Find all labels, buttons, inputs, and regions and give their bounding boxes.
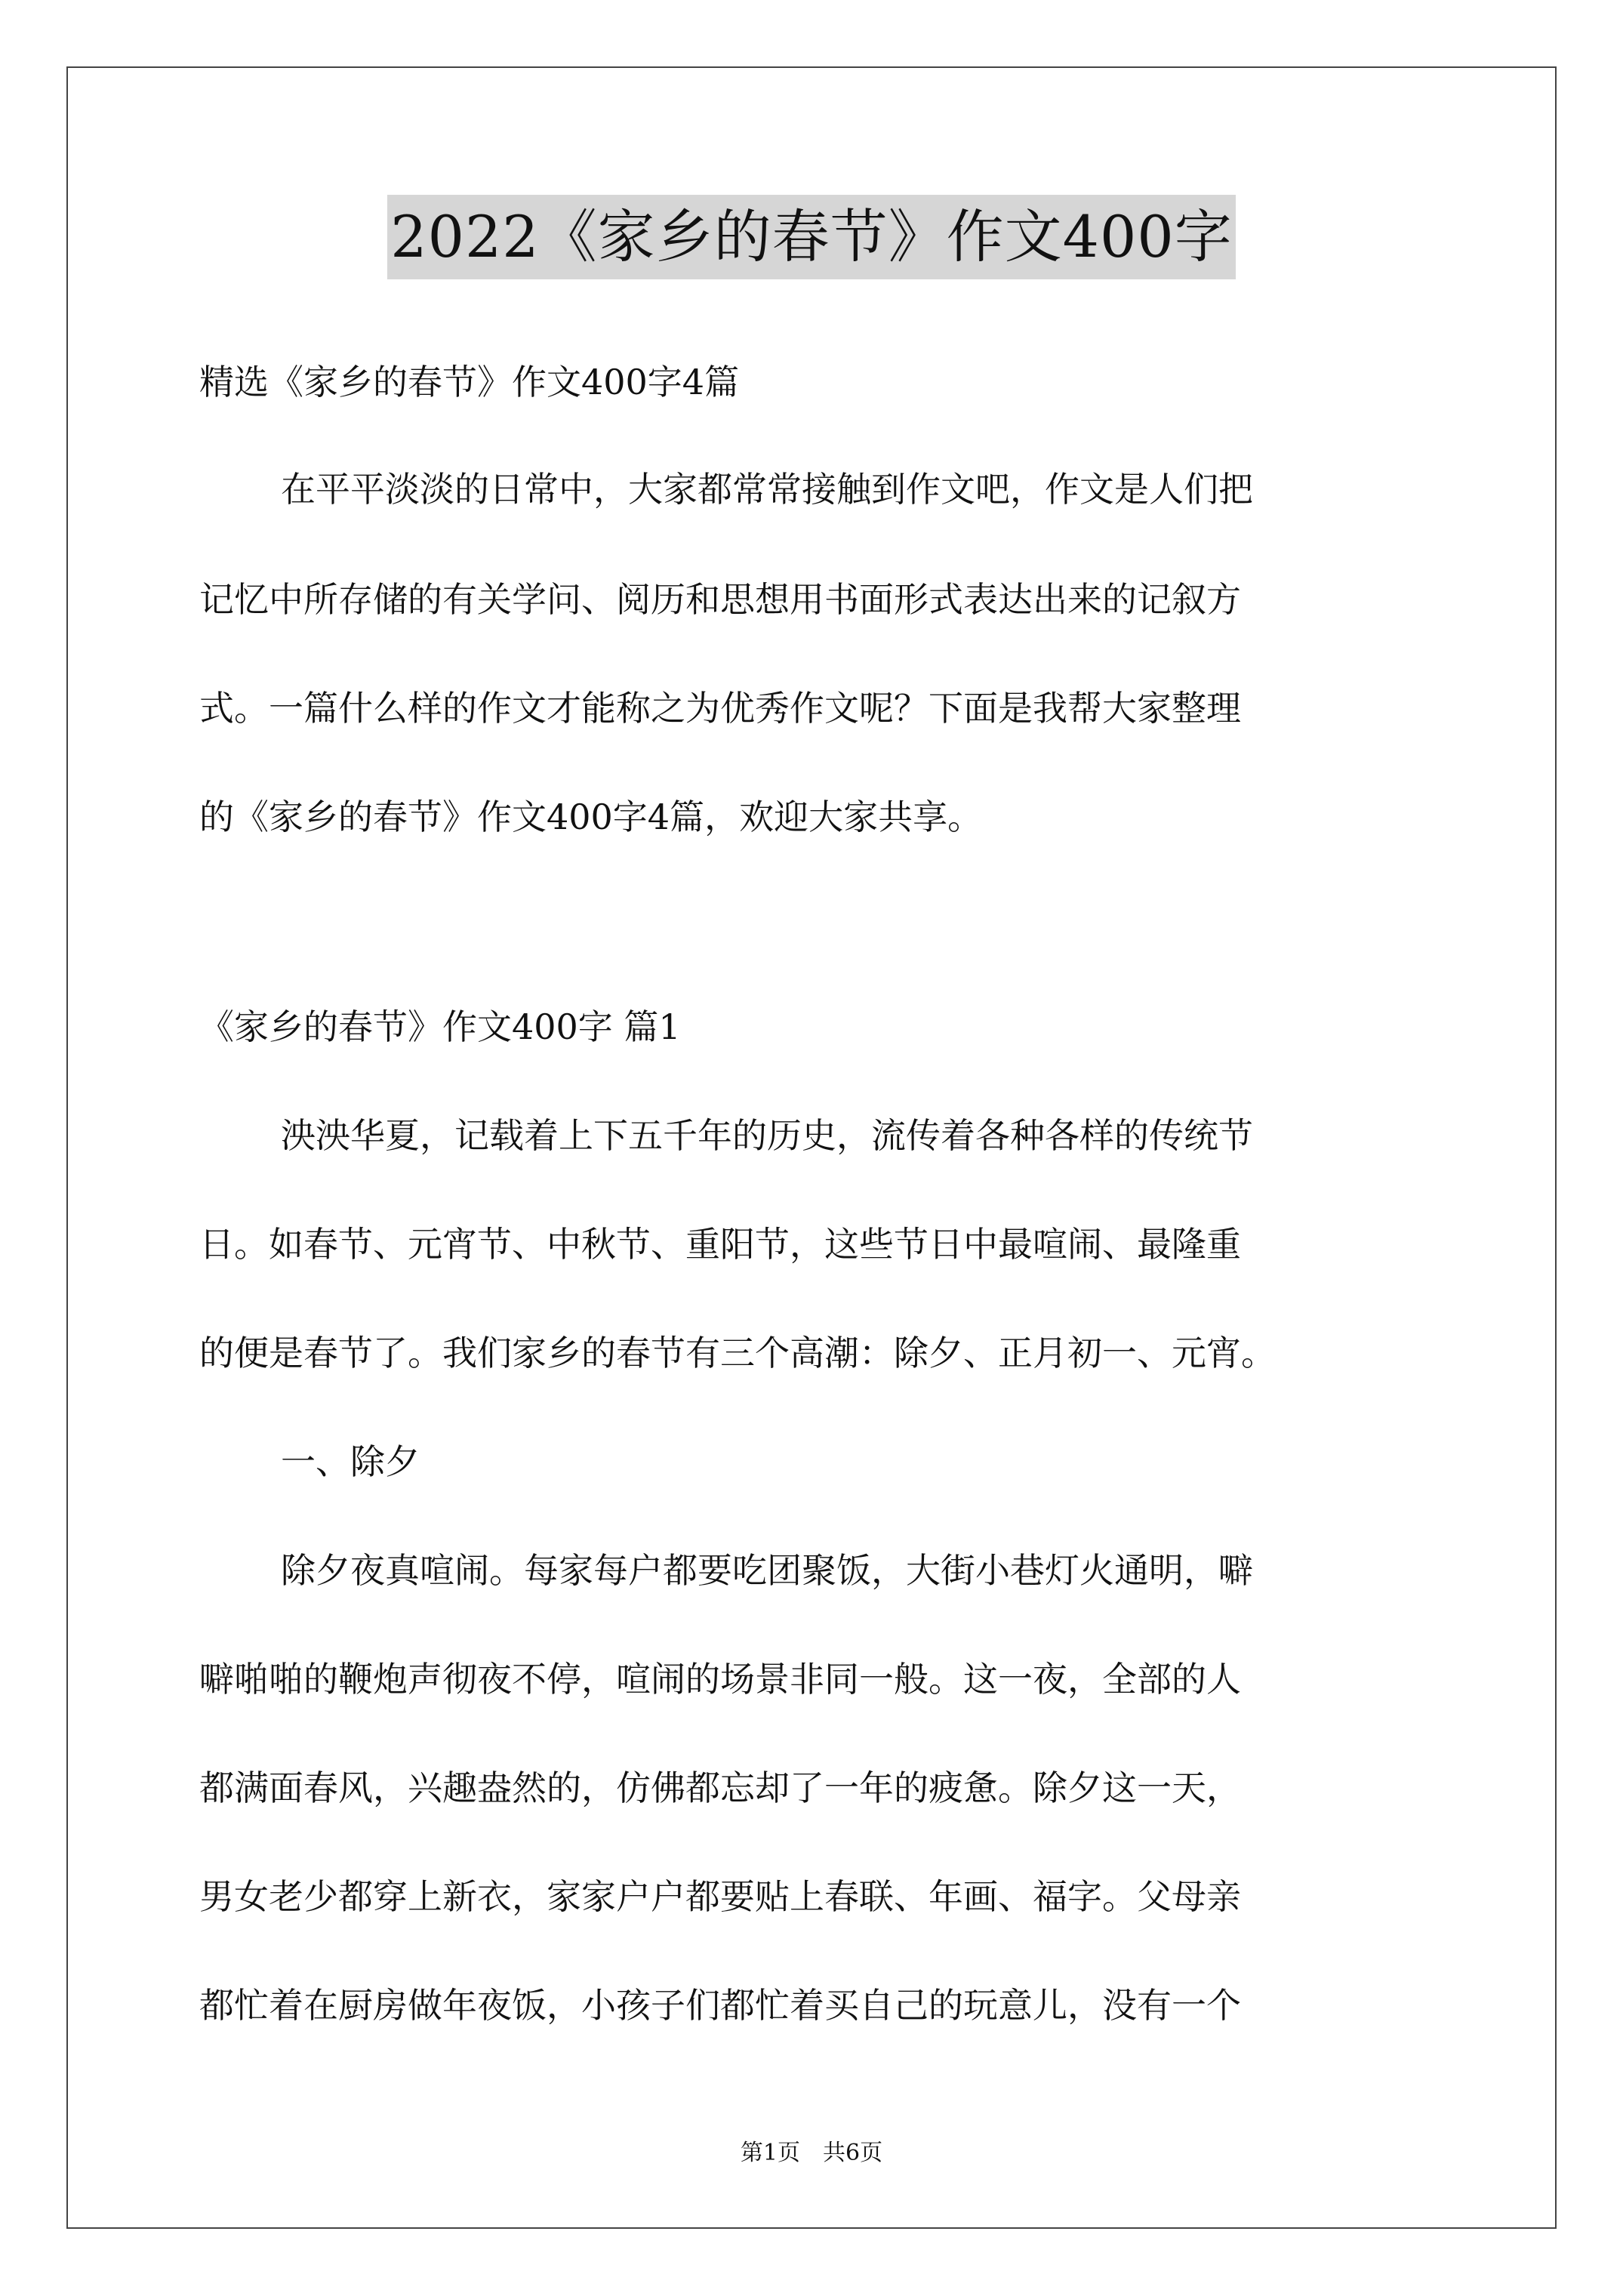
paragraph-line: 泱泱华夏，记载着上下五千年的历史，流传着各种各样的传统节 (281, 1115, 1253, 1156)
paragraph-line: 除夕夜真喧闹。每家每户都要吃团聚饭，大街小巷灯火通明，噼 (281, 1550, 1253, 1591)
paragraph-line: 噼啪啪的鞭炮声彻夜不停，喧闹的场景非同一般。这一夜，全部的人 (199, 1659, 1241, 1700)
document-title: 2022《家乡的春节》作文400字 (387, 195, 1235, 279)
title-container (0, 195, 1623, 279)
intro-line: 式。一篇什么样的作文才能称之为优秀作文呢？下面是我帮大家整理 (199, 688, 1241, 729)
paragraph-line: 都满面春风，兴趣盎然的，仿佛都忘却了一年的疲惫。除夕这一天， (199, 1767, 1241, 1808)
page-number: 第1页 共6页 (740, 2140, 883, 2166)
subheading: 一、除夕 (281, 1441, 420, 1482)
paragraph-line: 日。如春节、元宵节、中秋节、重阳节，这些节日中最喧闹、最隆重 (199, 1224, 1241, 1265)
intro-line: 记忆中所存储的有关学问、阅历和思想用书面形式表达出来的记叙方 (199, 579, 1241, 620)
intro-line: 的《家乡的春节》作文400字4篇，欢迎大家共享。 (199, 797, 983, 837)
intro-heading: 精选《家乡的春节》作文400字4篇 (199, 362, 740, 402)
paragraph-line: 都忙着在厨房做年夜饭，小孩子们都忙着买自己的玩意儿，没有一个 (199, 1985, 1241, 2026)
intro-line: 在平平淡淡的日常中，大家都常常接触到作文吧，作文是人们把 (281, 469, 1253, 510)
paragraph-line: 的便是春节了。我们家乡的春节有三个高潮：除夕、正月初一、元宵。 (199, 1333, 1276, 1373)
section-heading: 《家乡的春节》作文400字 篇1 (199, 1006, 681, 1047)
paragraph-line: 男女老少都穿上新衣，家家户户都要贴上春联、年画、福字。父母亲 (199, 1876, 1241, 1917)
